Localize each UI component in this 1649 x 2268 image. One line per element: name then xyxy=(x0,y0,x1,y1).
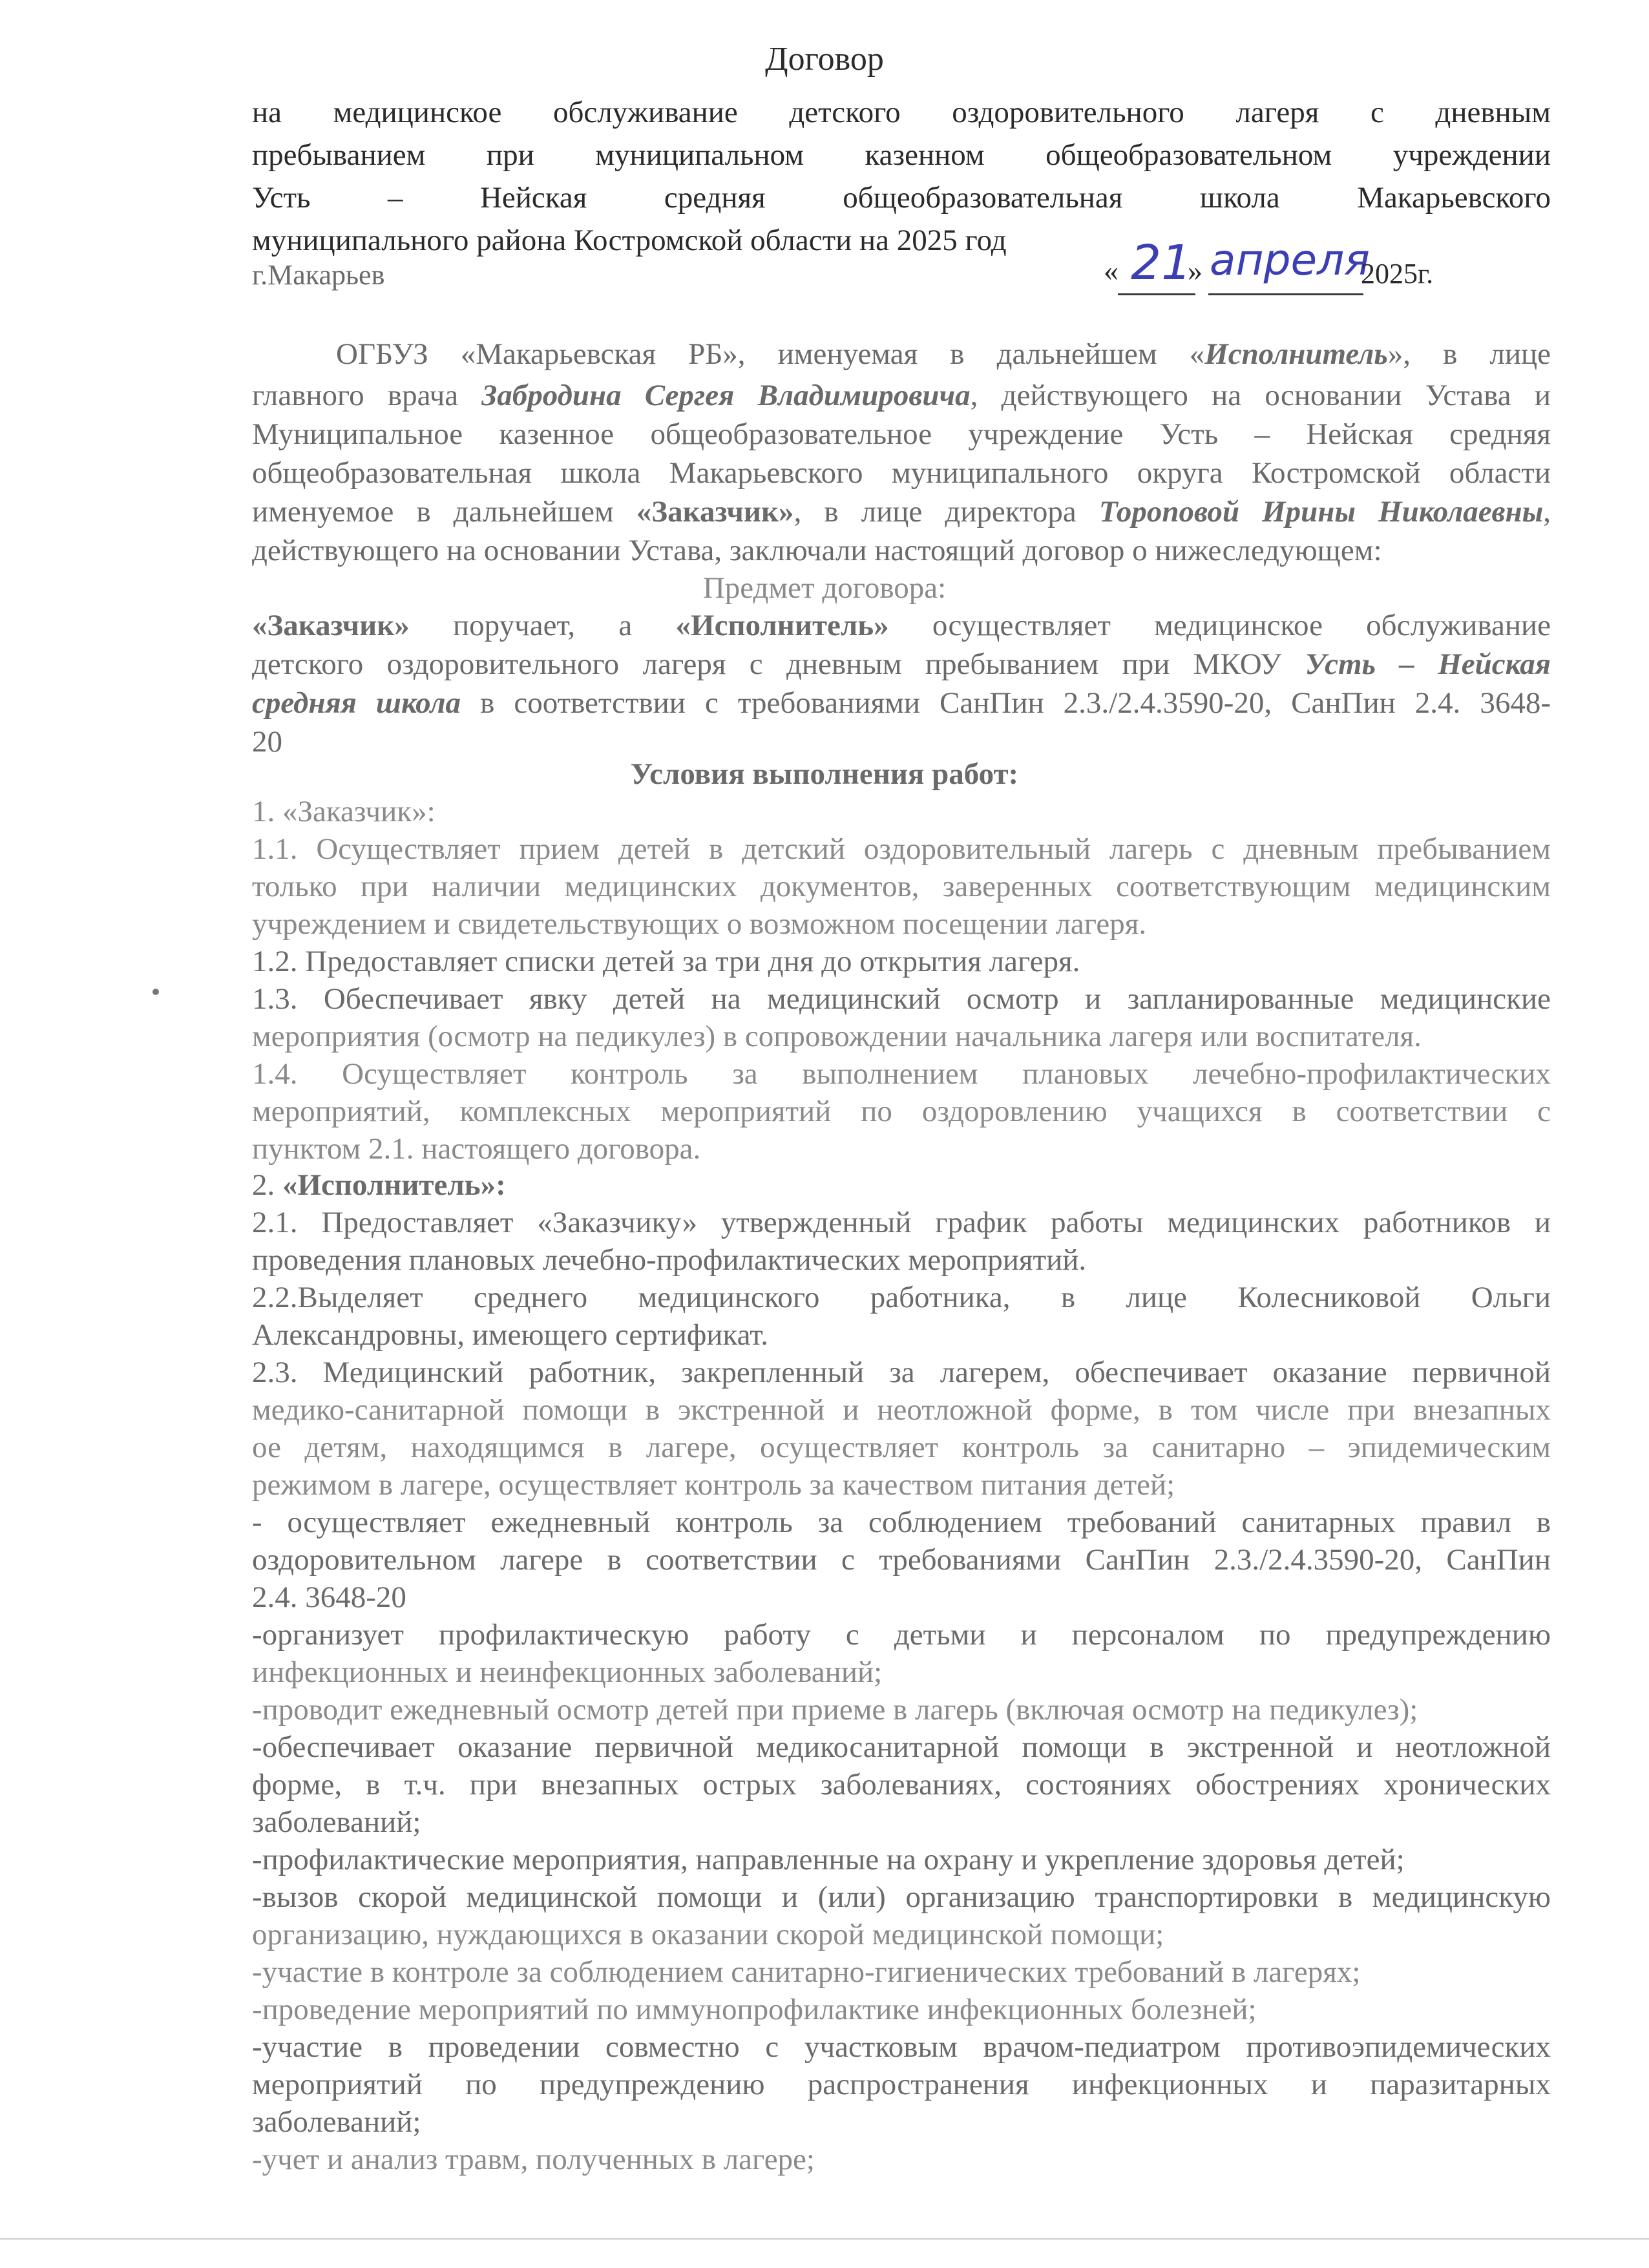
item-1-1-line-3: учреждением и свидетельствующих о возможном посещении лагеря. xyxy=(252,907,1147,941)
item-1-3-line-1: 1.3. Обеспечивает явку детей на медицинский осмотр и запланированные медицинские xyxy=(252,982,1551,1016)
bullet-2-line-1: -организует профилактическую работу с детьми и персоналом по предупреждению xyxy=(252,1618,1551,1652)
bullet-9-line-3: заболеваний; xyxy=(252,2105,421,2139)
bullet-5: -профилактические мероприятия, направленные на охрану и укрепление здоровья детей; xyxy=(252,1843,1405,1876)
date-month-handwritten: апреля xyxy=(1210,235,1370,285)
bullet-4-line-1: -обеспечивает оказание первичной медикосанитарной помощи в экстренной и неотложной xyxy=(252,1730,1551,1764)
item-1-4-line-3: пунктом 2.1. настоящего договора. xyxy=(252,1132,701,1166)
bullet-10: -учет и анализ травм, полученных в лагере; xyxy=(252,2143,815,2176)
bullet-2-line-2: инфекционных и неинфекционных заболеваний; xyxy=(252,1655,883,1689)
subject-line-2: детского оздоровительного лагеря с дневным пребыванием при МКОУ Усть – Нейская xyxy=(252,647,1551,681)
subtitle-line-2: пребыванием при муниципальном казенном общеобразовательном учреждении xyxy=(252,138,1551,172)
bullet-9-line-1: -участие в проведении совместно с участковым врачом-педиатром противоэпидемических xyxy=(252,2030,1551,2064)
scan-speck xyxy=(152,989,159,995)
item-2-3-line-4: режимом в лагере, осуществляет контроль за качеством питания детей; xyxy=(252,1468,1175,1502)
item-2-1-line-1: 2.1. Предоставляет «Заказчику» утвержденный график работы медицинских работников и xyxy=(252,1206,1551,1239)
intro-line-1: ОГБУЗ «Макарьевская РБ», именуемая в дальнейшем «Исполнитель», в лице xyxy=(336,337,1551,371)
bullet-6-line-2: организацию, нуждающихся в оказании скорой медицинской помощи; xyxy=(252,1918,1164,1951)
subject-heading: Предмет договора: xyxy=(702,571,947,605)
date-day-underline xyxy=(1118,293,1195,295)
subject-line-3: средняя школа в соответствии с требованиями СанПин 2.3./2.4.3590-20, СанПин 2.4. 3648- xyxy=(252,686,1551,720)
item-1-2: 1.2. Предоставляет списки детей за три дня до открытия лагеря. xyxy=(252,945,1080,978)
bullet-1-line-1: - осуществляет ежедневный контроль за соблюдением требований санитарных правил в xyxy=(252,1506,1551,1539)
scan-edge-line xyxy=(0,2238,1649,2240)
bullet-6-line-1: -вызов скорой медицинской помощи и (или) организацию транспортировки в медицинскую xyxy=(252,1880,1551,1914)
document-title: Договор xyxy=(765,41,884,78)
executor-heading: 2. «Исполнитель»: xyxy=(252,1168,506,1202)
item-1-1-line-2: только при наличии медицинских документов, заверенных соответствующим медицинским xyxy=(252,870,1551,903)
customer-heading: 1. «Заказчик»: xyxy=(252,795,436,828)
item-2-3-line-2: медико-санитарной помощи в экстренной и неотложной форме, в том числе при внезапных xyxy=(252,1393,1551,1427)
subtitle-line-3: Усть – Нейская средняя общеобразовательная школа Макарьевского xyxy=(252,181,1551,215)
intro-line-6: действующего на основании Устава, заключали настоящий договор о нижеследующем: xyxy=(252,534,1382,567)
item-1-4-line-1: 1.4. Осуществляет контроль за выполнением плановых лечебно-профилактических xyxy=(252,1057,1551,1091)
item-1-3-line-2: мероприятия (осмотр на педикулез) в сопровождении начальника лагеря или воспитателя. xyxy=(252,1020,1422,1053)
place: г.Макарьев xyxy=(252,259,385,291)
bullet-9-line-2: мероприятий по предупреждению распространения инфекционных и паразитарных xyxy=(252,2068,1551,2101)
item-2-1-line-2: проведения плановых лечебно-профилактических мероприятий. xyxy=(252,1243,1087,1277)
date-close-quote: » xyxy=(1188,254,1203,287)
date-day-handwritten: 21 xyxy=(1131,235,1192,291)
item-1-1-line-1: 1.1. Осуществляет прием детей в детский оздоровительный лагерь с дневным пребыванием xyxy=(252,832,1551,866)
date-open-quote: « xyxy=(1104,254,1119,287)
item-2-3-line-1: 2.3. Медицинский работник, закрепленный за лагерем, обеспечивает оказание первичной xyxy=(252,1356,1551,1389)
intro-line-5: именуемое в дальнейшем «Заказчик», в лице директора Тороповой Ирины Николаевны, xyxy=(252,495,1551,529)
conditions-heading: Условия выполнения работ: xyxy=(630,757,1019,791)
subject-line-1: «Заказчик» поручает, а «Исполнитель» осуществляет медицинское обслуживание xyxy=(252,609,1551,642)
date-month-underline xyxy=(1208,293,1363,295)
intro-line-4: общеобразовательная школа Макарьевского муниципального округа Костромской области xyxy=(252,456,1551,490)
subtitle-line-1: на медицинское обслуживание детского оздоровительного лагеря с дневным xyxy=(252,96,1551,129)
bullet-1-line-2: оздоровительном лагере в соответствии с требованиями СанПин 2.3./2.4.3590-20, СанПин xyxy=(252,1543,1551,1577)
subject-line-4: 20 xyxy=(252,725,282,759)
bullet-8: -проведение мероприятий по иммунопрофилактике инфекционных болезней; xyxy=(252,1993,1257,2026)
bullet-3: -проводит ежедневный осмотр детей при приеме в лагерь (включая осмотр на педикулез); xyxy=(252,1693,1418,1727)
date-year: 2025г. xyxy=(1361,258,1434,289)
intro-line-2: главного врача Забродина Сергея Владимировича, действующего на основании Устава и xyxy=(252,379,1551,412)
intro-line-3: Муниципальное казенное общеобразовательное учреждение Усть – Нейская средняя xyxy=(252,417,1551,451)
item-2-2-line-2: Александровны, имеющего сертификат. xyxy=(252,1318,768,1352)
bullet-4-line-3: заболеваний; xyxy=(252,1805,421,1839)
bullet-4-line-2: форме, в т.ч. при внезапных острых заболеваниях, состояниях обострениях хронических xyxy=(252,1768,1551,1801)
bullet-1-line-3: 2.4. 3648-20 xyxy=(252,1580,406,1614)
bullet-7: -участие в контроле за соблюдением санитарно-гигиенических требований в лагерях; xyxy=(252,1955,1361,1989)
item-2-2-line-1: 2.2.Выделяет среднего медицинского работника, в лице Колесниковой Ольги xyxy=(252,1281,1551,1314)
subtitle-line-4: муниципального района Костромской области на 2025 год xyxy=(252,224,1007,257)
item-1-4-line-2: мероприятий, комплексных мероприятий по оздоровлению учащихся в соответствии с xyxy=(252,1095,1551,1128)
item-2-3-line-3: ое детям, находящимся в лагере, осуществляет контроль за санитарно – эпидемическим xyxy=(252,1431,1551,1464)
